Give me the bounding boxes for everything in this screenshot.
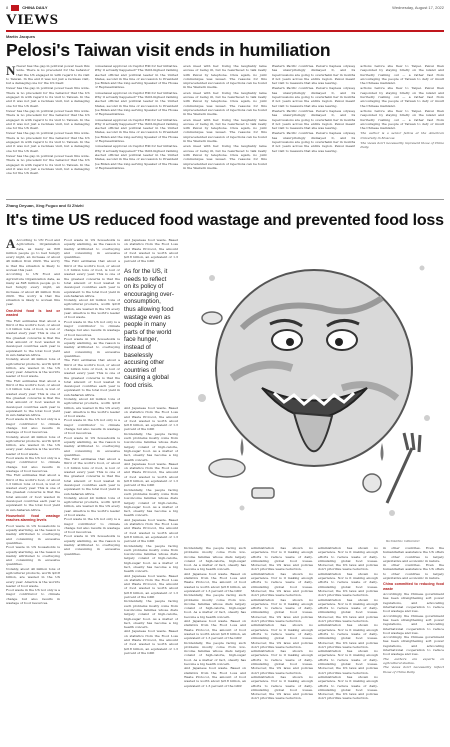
main-story-col-7 — [383, 546, 444, 743]
paragraph: And Japanese food waste. Based on statistics from the Food Loss and Waste Protocol, the amount of food wasted is worth about $218 billion, an equivalent of 1.3 percent of the GDP. — [184, 619, 246, 641]
section-rule — [6, 30, 444, 32]
paragraph: Food waste in the US not only is a major contributor to climate change but also results in wastage of food resources. — [64, 418, 120, 436]
paragraph: actions before she flew to Taipei. Pelosi then responded by staying briefly on the island and hurriedly rushing out — a rather fast from encouraging the people of Taiwan to defy or insult the Chinese mainland. — [360, 86, 444, 108]
paragraph: Accordingly, the Chinese government has been strengthening soft power regulations, and advocating international cooperation to reduce food wastage and loss. — [383, 613, 444, 635]
pull-quote: As for the US, it needs to reflect on its policy of encouraging over-consumption, thus allowing food wastage even as people in many parts of the world face hunger, instead of baselessly accusing other countries of causing a global food crisis. — [124, 268, 174, 389]
disclaimer-footnote: The views don't necessarily reflect those of China Daily. — [383, 665, 444, 674]
main-story-col-3-top — [124, 238, 178, 266]
drop-cap: A — [6, 238, 16, 251]
paragraph: Notably, about 40 million tons of agricultural products, worth $218 billion, are wasted in the US every year. America is the world's leader of food waste. — [6, 357, 60, 379]
paragraph: Incidentally, the people facing such problems mostly come from low-income families whose diets largely consist of high-calorie, high-sugar food. As a matter of fact, obesity has become a big health concern. — [124, 543, 178, 574]
main-story-body — [6, 238, 444, 743]
top-story-col-3 — [183, 64, 267, 196]
paragraph: Never has the gap in political power been this wide. There is no precedent for the behavior that the US engaged in with regard to its visit to Taiwan. In the end it was not just a reckless visit, but a damaging one for the US itself. — [6, 108, 90, 131]
paragraph: The FAO estimates that about a third of the world's food, or about 1.3 billion tons of food, is lost or wasted every year. This is one of the greatest concerns is that the total amount of food wasted in developed countries each year is equivalent to the total food yield in sub-Saharan Africa. — [64, 358, 120, 397]
paragraph: administration has shown no experience. Nor is it making enough efforts to reduce waste of daily-stimulating global food losses. Moreover, the US laws and policies don't prioritize waste reduction. — [318, 623, 378, 649]
disclaimer-footnote: The views don't necessarily represent those of China Daily. — [360, 141, 444, 150]
paragraph: actions before she flew to Taipei. Pelosi then responded by staying briefly on the island and hurriedly rushing out — a rather fast from encouraging the people of Taiwan to defy or insult the Chinese mainland. — [360, 64, 444, 86]
paragraph: Western Pacific countries. Pelosi's hapless odyssey has unsurprisingly dismayed it, and its repercussions are going to overwhelm her in months if not years across the entire region. Pelosi meant her visit to reassure that she was leaving. — [271, 131, 356, 153]
paragraph: Western Pacific countries. Pelosi's hapless odyssey has unsurprisingly dismayed it, and its repercussions are going to overwhelm her in months if not years across the entire region. Pelosi meant her visit to reassure that she was leaving. — [271, 64, 356, 86]
paragraph: And Japanese food waste. Based on statistics from the Food Loss and Waste Protocol, the amount of food wasted is worth about $218 billion, an equivalent of 1.3 percent of the GDP. — [124, 517, 178, 544]
paragraph: The FAO estimates that about a third of the world's food, or about 1.3 billion tons of food, is lost or wasted every year. This is one of the greatest concerns is that the total amount of food wasted in developed countries each year is equivalent to the total food yield in sub-Saharan Africa. — [6, 318, 60, 357]
page-number: 8 — [6, 5, 9, 10]
masthead — [6, 3, 444, 12]
paragraph: Food waste in the US not only is a major contributor to climate change but also results in wastage of food resources. — [6, 456, 60, 473]
issue-date: Wednesday, August 17, 2022 — [392, 5, 444, 10]
paragraph: Western Pacific countries. Pelosi's hapless odyssey has unsurprisingly dismayed it, and its repercussions are going to overwhelm her in months if not years across the entire region. Pelosi meant her visit to reassure that she was leaving. — [271, 86, 356, 108]
top-story-col-2 — [95, 64, 179, 196]
paragraph: administration has shown no experience. Nor is it making enough efforts to reduce waste of daily-stimulating global food losses. Moreover, the US laws and policies don't prioritize waste reduction. — [251, 571, 313, 598]
paragraph: Incidentally, the people facing such problems mostly come from low-income families whose diets largely consist of high-calorie, high-sugar food. As a matter of fact, obesity has become a big health concern. — [184, 546, 246, 572]
paragraph: consensual approval on Capitol Hill for her initiative. Why it actually happened? The third-highest ranking elected official and political leader in the United States, second in the line of succession to President Joe Biden and the long-serving Speaker of the House of Representatives. — [94, 117, 179, 144]
paragraph: Food waste in the US not only is a major contributor to climate change but also results in wastage of food resources. — [6, 417, 60, 435]
paragraph: Accordingly, the Chinese government has been strengthening soft power regulations, and advocating international cooperation to reduce food wastage and loss. — [383, 635, 444, 657]
paragraph: And Japanese food waste. Based on statistics from the Food Loss and Waste Protocol, the amount of food wasted is worth about $218 billion, an equivalent of 1.3 percent of the GDP. — [124, 629, 178, 655]
paper-name: CHINA DAILY — [22, 5, 48, 10]
main-story-authors: Zhang Deyuan, Xing Fuguo and Si Zhizhi — [6, 203, 84, 208]
paragraph: consensual approval on Capitol Hill for her initiative. Why it actually happened? The third-highest ranking elected official and political leader in the United States, second in the line of succession to President Joe Biden and the long-serving Speaker of the House of Representatives. — [94, 144, 179, 170]
paragraph: Food waste in US households is equally alarming, as the reason is mainly attributed to overbuying and consuming in excessive quantities. — [64, 238, 120, 260]
subhead: One-third food is lost or wasted — [6, 308, 60, 318]
paragraph: Never has the gap in political power been this wide. There is no precedent for the behavior that the US engaged in with regard to its visit to Taiwan. In the end it was not just a reckless visit, but a damaging one for the US itself. — [6, 131, 90, 153]
paragraph: According to UN Food and Agriculture Organization data, as many as 828 million people go to bed hungry every night, an increase of about 46 million from 2020. The worry is that the situation is likely to worsen this year. — [6, 272, 60, 307]
main-story-col-4 — [184, 546, 246, 743]
paragraph: consensual approval on Capitol Hill for her initiative. Why it actually happened? The third-highest ranking elected official and political leader in the United States, second in the line of succession to President Joe Biden and the long-serving Speaker of the House of Representatives. — [94, 90, 179, 117]
globe-face-icon — [182, 238, 444, 538]
top-story-col-4 — [272, 64, 356, 196]
paragraph: Accordingly, the Chinese government has been strengthening soft power regulations, and advocating international cooperation to reduce food wastage and loss. — [383, 592, 444, 614]
paragraph: And Japanese food waste. Based on statistics from the Food Loss and Waste Protocol, the amount of food wasted is worth about $218 billion, an equivalent of 1.3 percent of the GDP. — [124, 461, 178, 488]
illustration — [182, 238, 444, 538]
paragraph: administration has shown no experience. Nor is it making enough efforts to reduce waste of daily-stimulating global food losses. Moreover, the US laws and policies don't prioritize waste reduction. — [318, 546, 378, 572]
paragraph: Food waste in US households is equally alarming, as the reason is mainly attributed to overbuying and consuming in excessive quantities. — [6, 545, 60, 567]
paragraph: And Japanese food waste. Based on statistics from the Food Loss and Waste Protocol, the amount of food wasted is worth about $218 billion, an equivalent of 1.3 percent of the GDP. — [184, 571, 246, 593]
paragraph: Notably, about 40 million tons of agricultural products, worth $218 billion, are wasted in the US every year. America is the world's leader of food waste. — [6, 434, 60, 456]
paragraph: Food waste in US households is equally alarming, as the reason is mainly attributed to overbuying and consuming in excessive quantities. — [64, 435, 120, 457]
paragraph: The FAO estimates that about a third of the world's food, or about 1.3 billion tons of food, is lost or wasted every year. This is one of the greatest concerns is that the total amount of food wasted in developed countries each year is equivalent to the total food yield in sub-Saharan Africa. — [64, 457, 120, 496]
paragraph: administration has shown no experience. Nor is it making enough efforts to reduce waste of daily-stimulating global food losses. Moreover, the US laws and policies don't prioritize waste reduction. — [318, 597, 378, 624]
main-story-col-5 — [251, 546, 313, 743]
top-story-author: Martin Jacques — [6, 34, 36, 39]
paragraph: even meet with her. Using the laughably lame excuse of being ill, but he resurfaced to talk really with Pelosi by telephone. Once again, no joint communique was issued. The reasons for this unprecedented succession of rejections can be found in the Western media. — [183, 90, 267, 117]
subhead: China committed to reducing food waste — [383, 582, 444, 591]
paragraph: even meet with her. Using the laughably lame excuse of being ill, but he resurfaced to talk really with Pelosi by telephone. Once again, no joint communique was issued. The reasons for this unprecedented succession of rejections can be found in the Western media. — [183, 144, 267, 170]
china-daily-logo-icon — [11, 5, 19, 11]
paragraph: administration has shown no experience. Nor is it making enough efforts to reduce waste of daily-stimulating global food losses. Moreover, the US laws and policies don't prioritize waste reduction. — [251, 597, 313, 624]
author-footnote: The authors are experts on agricultural studies. — [383, 656, 444, 665]
paragraph: Food waste in US households is equally alarming, as the reason is mainly attributed to overbuying and consuming in excessive quantities. — [6, 523, 60, 545]
paragraph: in other countries. Even the humanitarian assistance the US offers to other countries is largely exploitative and economic in nature. — [383, 546, 444, 563]
paragraph: And Japanese food waste. Based on statistics from the Food Loss and Waste Protocol, the amount of food wasted is worth about $218 billion, an equivalent of 1.3 percent of the GDP. — [124, 238, 178, 264]
paragraph: Never has the gap in political power been this wide. There is no precedent for the behavior that the US engaged in with regard to its visit to Taiwan. In the end it was not just a reckless visit, but a damaging one for the US itself. — [6, 153, 90, 176]
paragraph: Incidentally, the people facing such problems mostly come from low-income families whose diets largely consist of high-calorie, high-sugar food. As a matter of fact, obesity has become a big health concern. — [124, 431, 178, 462]
paragraph: actions before she flew to Taipei. Pelosi then responded by staying briefly on the island and hurriedly rushing out — a rather fast from encouraging the people of Taiwan to defy or insult the Chinese mainland. — [360, 108, 444, 131]
paragraph: Food waste in US households is equally alarming, as the reason is mainly attributed to overbuying and consuming in excessive quantities. — [64, 336, 120, 359]
drop-cap: N — [6, 64, 16, 78]
paragraph: Notably, about 40 million tons of agricultural products, worth $218 billion, are wasted in the US every year. America is the world's leader of food waste. — [64, 298, 120, 320]
paragraph: Food waste in the US not only is a major contributor to climate change but also results in wastage of food resources. — [64, 319, 120, 337]
paragraph: in other countries. Even the humanitarian assistance the US offers to other countries is largely exploitative and economic in nature. — [383, 563, 444, 581]
paragraph: consensual approval on Capitol Hill for her initiative. Why it actually happened? The third-highest ranking elected official and political leader in the United States, second in the line of succession to President Joe Biden and the long-serving Speaker of the House of Representatives. — [94, 64, 179, 90]
main-story-col-3 — [124, 406, 178, 743]
paragraph: The FAO estimates that about a third of the world's food, or about 1.3 billion tons of food, is lost or wasted every year. This is one of the greatest concerns is that the total amount of food wasted in developed countries each year is equivalent to the total food yield in sub-Saharan Africa. — [6, 473, 60, 512]
paragraph: And Japanese food waste. Based on statistics from the Food Loss and Waste Protocol, the amount of food wasted is worth about $218 billion, an equivalent of 1.3 percent of the GDP. — [124, 573, 178, 600]
paragraph: administration has shown no experience. Nor is it making enough efforts to reduce waste of daily-stimulating global food losses. Moreover, the US laws and policies don't prioritize waste reduction. — [318, 649, 378, 675]
author-footnote: The author is a senior fellow at the American University in Moscow. — [360, 131, 444, 140]
paragraph: Incidentally, the people facing such problems mostly come from low-income families whose diets largely consist of high-calorie, high-sugar food. As a matter of fact, obesity has become a big health concern. — [184, 640, 246, 667]
paragraph: Never has the gap in political power been this wide. There is no precedent for the behavior that the US engaged in with regard to its visit to Taiwan. In the end it was not just a reckless visit, but a damaging one for the US itself. — [6, 86, 90, 108]
section-title: VIEWS — [6, 12, 59, 28]
paragraph: even meet with her. Using the laughably lame excuse of being ill, but he resurfaced to talk really with Pelosi by telephone. Once again, no joint communique was issued. The reasons for this unprecedented succession of rejections can be found in the Western media. — [183, 117, 267, 144]
paragraph: Notably, about 40 million tons of agricultural products, worth $218 billion, are wasted in the US every year. America is the world's leader of food waste. — [64, 495, 120, 517]
paragraph: Food waste in US households is equally alarming, as the reason is mainly attributed to overbuying and consuming in excessive quantities. — [64, 534, 120, 556]
paragraph: Notably, about 40 million tons of agricultural products, worth $218 billion, are wasted in the US every year. America is the world's leader of food waste. — [6, 566, 60, 588]
paragraph: And Japanese food waste. Based on statistics from the Food Loss and Waste Protocol, the amount of food wasted is worth about $218 billion, an equivalent of 1.3 percent of the GDP. — [184, 666, 246, 688]
paragraph: Western Pacific countries. Pelosi's hapless odyssey has unsurprisingly dismayed it, and its repercussions are going to overwhelm her in months if not years across the entire region. Pelosi meant her visit to reassure that she was leaving. — [271, 108, 356, 131]
top-story-headline: Pelosi's Taiwan visit ends in humiliation — [6, 40, 331, 60]
story-divider — [6, 199, 444, 200]
paragraph: even meet with her. Using the laughably lame excuse of being ill, but he resurfaced to talk really with Pelosi by telephone. Once again, no joint communique was issued. The reasons for this unprecedented succession of rejections can be found in the Western media. — [183, 64, 267, 90]
paragraph: Never has the gap in political power been this wide. There is no precedent for the behavior that the US engaged in with regard to its visit to Taiwan. In the end it was not just a reckless visit, but a damaging one for the US itself. — [6, 64, 90, 86]
subhead: Household food wastage reaches alarming levels — [6, 513, 60, 523]
paragraph: According to UN Food and Agriculture Organization data, as many as 828 million people go to bed hungry every night, an increase of about 46 million from 2020. The worry is that the situation is likely to worsen this year. — [6, 238, 60, 273]
paragraph: administration has shown no experience. Nor is it making enough efforts to reduce waste of daily-stimulating global food losses. Moreover, the US laws and policies don't prioritize waste reduction. — [251, 674, 313, 701]
main-story-col-1 — [6, 238, 60, 743]
paragraph: Notably, about 40 million tons of agricultural products, worth $218 billion, are wasted in the US every year. America is the world's leader of food waste. — [64, 396, 120, 419]
main-story-headline: It's time US reduced food wastage and prevented food loss — [6, 212, 444, 229]
paragraph: administration has shown no experience. Nor is it making enough efforts to reduce waste of daily-stimulating global food losses. Moreover, the US laws and policies don't prioritize waste reduction. — [251, 623, 313, 649]
paragraph: Incidentally, the people facing such problems mostly come from low-income families whose diets largely consist of high-calorie, high-sugar food. As a matter of fact, obesity has become a big health concern. — [124, 599, 178, 630]
top-story-col-1 — [6, 64, 90, 196]
paragraph: And Japanese food waste. Based on statistics from the Food Loss and Waste Protocol, the amount of food wasted is worth about $218 billion, an equivalent of 1.3 percent of the GDP. — [124, 406, 178, 432]
paragraph: administration has shown no experience. Nor is it making enough efforts to reduce waste of daily-stimulating global food losses. Moreover, the US laws and policies don't prioritize waste reduction. — [318, 674, 378, 701]
top-story-col-5 — [360, 64, 444, 196]
main-story-col-2 — [64, 238, 120, 743]
paragraph: administration has shown no experience. Nor is it making enough efforts to reduce waste of daily-stimulating global food losses. Moreover, the US laws and policies don't prioritize waste reduction. — [251, 546, 313, 572]
paragraph: Incidentally, the people facing such problems mostly come from low-income families whose diets largely consist of high-calorie, high-sugar food. As a matter of fact, obesity has become a big health concern. — [184, 593, 246, 619]
paragraph: Food waste in the US not only is a major contributor to climate change but also results in wastage of food resources. — [64, 517, 120, 535]
paragraph: administration has shown no experience. Nor is it making enough efforts to reduce waste of daily-stimulating global food losses. Moreover, the US laws and policies don't prioritize waste reduction. — [251, 649, 313, 675]
paragraph: The FAO estimates that about a third of the world's food, or about 1.3 billion tons of food, is lost or wasted every year. This is one of the greatest concerns is that the total amount of food wasted in developed countries each year is equivalent to the total food yield in sub-Saharan Africa. — [64, 259, 120, 298]
paragraph: administration has shown no experience. Nor is it making enough efforts to reduce waste of daily-stimulating global food losses. Moreover, the US laws and policies don't prioritize waste reduction. — [318, 571, 378, 598]
paragraph: The FAO estimates that about a third of the world's food, or about 1.3 billion tons of food, is lost or wasted every year. This is one of the greatest concerns is that the total amount of food wasted in developed countries each year is equivalent to the total food yield in sub-Saharan Africa. — [6, 378, 60, 418]
paragraph: Incidentally, the people facing such problems mostly come from low-income families whose diets largely consist of high-calorie, high-sugar food. As a matter of fact, obesity has become a big health concern. — [124, 487, 178, 518]
paragraph: Food waste in the US not only is a major contributor to climate change but also results in wastage of food resources. — [6, 588, 60, 606]
top-story-body — [6, 64, 444, 196]
main-story-col-6 — [318, 546, 378, 743]
illustration-credit: MA XUEJING / CHINA DAILY — [386, 540, 420, 543]
